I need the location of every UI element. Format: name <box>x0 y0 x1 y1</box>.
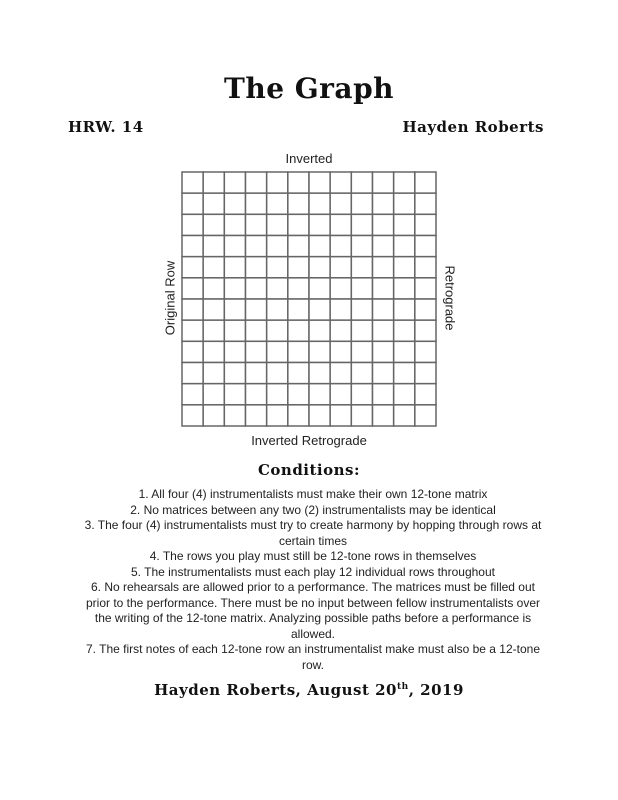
matrix-cell <box>309 214 330 235</box>
matrix-cell <box>224 193 245 214</box>
author-name: Hayden Roberts <box>402 118 544 136</box>
matrix-cell <box>394 214 415 235</box>
matrix-cell <box>224 172 245 193</box>
label-inverted: Inverted <box>285 151 333 166</box>
matrix-cell <box>246 236 267 257</box>
condition-item: 1. All four (4) instrumentalists must make their own 12-tone matrix <box>138 487 488 501</box>
matrix-cell <box>182 236 203 257</box>
matrix-cell <box>309 363 330 384</box>
matrix-cell <box>224 299 245 320</box>
matrix-cell <box>288 214 309 235</box>
matrix-cell <box>330 384 351 405</box>
matrix-cell <box>373 341 394 362</box>
matrix-cell <box>373 193 394 214</box>
matrix-cell <box>415 384 436 405</box>
matrix-cell <box>288 320 309 341</box>
matrix-cell <box>330 341 351 362</box>
matrix-cell <box>267 257 288 278</box>
matrix-cell <box>309 320 330 341</box>
matrix-cell <box>203 214 224 235</box>
matrix-cell <box>267 320 288 341</box>
conditions-heading: Conditions: <box>257 461 361 479</box>
matrix-cell <box>288 405 309 426</box>
matrix-cell <box>373 299 394 320</box>
matrix-cell <box>330 320 351 341</box>
document-title: The Graph <box>224 72 394 105</box>
matrix-cell <box>415 193 436 214</box>
matrix-cell <box>267 299 288 320</box>
assignment-number: HRW. 14 <box>68 118 144 136</box>
matrix-cell <box>203 236 224 257</box>
matrix-cell <box>288 341 309 362</box>
matrix-cell <box>373 172 394 193</box>
matrix-cell <box>415 363 436 384</box>
matrix-cell <box>330 214 351 235</box>
label-retrograde: Retrograde <box>442 265 458 331</box>
matrix-cell <box>330 193 351 214</box>
matrix-cell <box>203 299 224 320</box>
matrix-cell <box>415 257 436 278</box>
matrix-cell <box>394 363 415 384</box>
matrix-cell <box>330 172 351 193</box>
matrix-cell <box>309 257 330 278</box>
matrix-cell <box>288 193 309 214</box>
matrix-cell <box>309 299 330 320</box>
matrix-cell <box>415 214 436 235</box>
matrix-cell <box>288 257 309 278</box>
condition-item: 4. The rows you play must still be 12-tone rows in themselves <box>149 549 477 563</box>
condition-item: 6. No rehearsals are allowed prior to a performance. The matrices must be filled out prior to the performance. There must be no input between fellow instrumentalists over the writing of the 12-tone matrix. Analyzing possible paths before a performance is allowed. <box>85 580 540 641</box>
matrix-cell <box>373 405 394 426</box>
label-inverted-retrograde: Inverted Retrograde <box>251 433 367 448</box>
matrix-cell <box>373 320 394 341</box>
matrix-cell <box>309 236 330 257</box>
matrix-cell <box>351 384 372 405</box>
matrix-cell <box>246 172 267 193</box>
matrix-cell <box>373 257 394 278</box>
matrix-cell <box>267 172 288 193</box>
matrix-cell <box>415 405 436 426</box>
matrix-cell <box>351 236 372 257</box>
matrix-cell <box>309 172 330 193</box>
matrix-cell <box>394 172 415 193</box>
matrix-cell <box>373 214 394 235</box>
matrix-cell <box>203 320 224 341</box>
matrix-cell <box>309 405 330 426</box>
matrix-cell <box>351 320 372 341</box>
matrix-cell <box>415 320 436 341</box>
signature-name-date: Hayden Roberts, August 20 <box>154 681 397 699</box>
matrix-cell <box>415 172 436 193</box>
matrix-cell <box>309 193 330 214</box>
matrix-cell <box>246 320 267 341</box>
condition-item: 3. The four (4) instrumentalists must try to create harmony by hopping through rows at certain times <box>84 518 542 548</box>
matrix-cell <box>267 363 288 384</box>
matrix-cell <box>203 257 224 278</box>
signature-line <box>0 681 618 699</box>
matrix-cell <box>182 278 203 299</box>
matrix-cell <box>351 193 372 214</box>
matrix-cell <box>394 341 415 362</box>
matrix-cell <box>373 236 394 257</box>
matrix-cell <box>267 278 288 299</box>
matrix-cell <box>246 384 267 405</box>
signature-year: , 2019 <box>408 681 464 699</box>
matrix-cell <box>288 299 309 320</box>
matrix-cell <box>203 341 224 362</box>
matrix-cell <box>203 172 224 193</box>
matrix-cell <box>182 257 203 278</box>
matrix-cell <box>288 363 309 384</box>
matrix-cell <box>415 236 436 257</box>
matrix-cell <box>373 363 394 384</box>
matrix-cell <box>182 172 203 193</box>
matrix-cell <box>267 214 288 235</box>
matrix-cell <box>394 299 415 320</box>
condition-item: 7. The first notes of each 12-tone row an instrumentalist make must also be a 12-tone row. <box>85 642 541 672</box>
matrix-cell <box>246 257 267 278</box>
matrix-cell <box>182 405 203 426</box>
matrix-cell <box>267 236 288 257</box>
matrix-cell <box>394 278 415 299</box>
matrix-cell <box>224 236 245 257</box>
matrix-cell <box>224 278 245 299</box>
matrix-cell <box>351 363 372 384</box>
matrix-cell <box>330 236 351 257</box>
matrix-cell <box>288 172 309 193</box>
matrix-cell <box>309 384 330 405</box>
matrix-cell <box>330 257 351 278</box>
matrix-cell <box>246 193 267 214</box>
matrix-cell <box>351 405 372 426</box>
matrix-cell <box>330 278 351 299</box>
matrix-cell <box>394 193 415 214</box>
matrix-cell <box>203 384 224 405</box>
matrix-cell <box>351 172 372 193</box>
matrix-cell <box>246 278 267 299</box>
condition-item: 2. No matrices between any two (2) instrumentalists may be identical <box>130 502 496 517</box>
matrix-cell <box>246 299 267 320</box>
matrix-cell <box>394 405 415 426</box>
matrix-cell <box>203 193 224 214</box>
matrix-cell <box>224 384 245 405</box>
matrix-cell <box>224 405 245 426</box>
matrix-cell <box>330 299 351 320</box>
matrix-cell <box>394 236 415 257</box>
matrix-cell <box>415 341 436 362</box>
matrix-cell <box>246 214 267 235</box>
matrix-cell <box>373 278 394 299</box>
matrix-cell <box>351 341 372 362</box>
matrix-cell <box>415 278 436 299</box>
signature-ordinal: th <box>397 682 409 692</box>
matrix-cell <box>351 257 372 278</box>
label-original-row: Original Row <box>162 260 178 336</box>
matrix-cell <box>267 341 288 362</box>
matrix-cell <box>182 363 203 384</box>
tone-matrix-grid <box>181 171 437 427</box>
matrix-cell <box>182 384 203 405</box>
matrix-cell <box>267 384 288 405</box>
matrix-cell <box>267 193 288 214</box>
matrix-cell <box>182 299 203 320</box>
matrix-cell <box>182 193 203 214</box>
matrix-cell <box>182 320 203 341</box>
matrix-cell <box>203 363 224 384</box>
matrix-cell <box>309 341 330 362</box>
matrix-cell <box>246 363 267 384</box>
matrix-cell <box>373 384 394 405</box>
matrix-cell <box>203 278 224 299</box>
matrix-cell <box>288 278 309 299</box>
matrix-cell <box>267 405 288 426</box>
conditions-list <box>82 487 544 673</box>
matrix-cell <box>224 257 245 278</box>
matrix-cell <box>224 341 245 362</box>
matrix-cell <box>330 405 351 426</box>
matrix-cell <box>415 299 436 320</box>
matrix-cell <box>224 320 245 341</box>
matrix-cell <box>351 278 372 299</box>
matrix-cell <box>288 236 309 257</box>
matrix-cell <box>309 278 330 299</box>
matrix-cell <box>203 405 224 426</box>
matrix-cell <box>182 214 203 235</box>
matrix-cell <box>224 363 245 384</box>
matrix-cell <box>224 214 245 235</box>
matrix-cell <box>182 341 203 362</box>
matrix-cell <box>394 384 415 405</box>
matrix-cell <box>351 214 372 235</box>
matrix-cell <box>246 341 267 362</box>
matrix-cell <box>394 320 415 341</box>
condition-item: 5. The instrumentalists must each play 12 individual rows throughout <box>131 564 495 579</box>
matrix-cell <box>330 363 351 384</box>
matrix-cell <box>246 405 267 426</box>
matrix-cell <box>394 257 415 278</box>
matrix-cell <box>288 384 309 405</box>
matrix-cell <box>351 299 372 320</box>
